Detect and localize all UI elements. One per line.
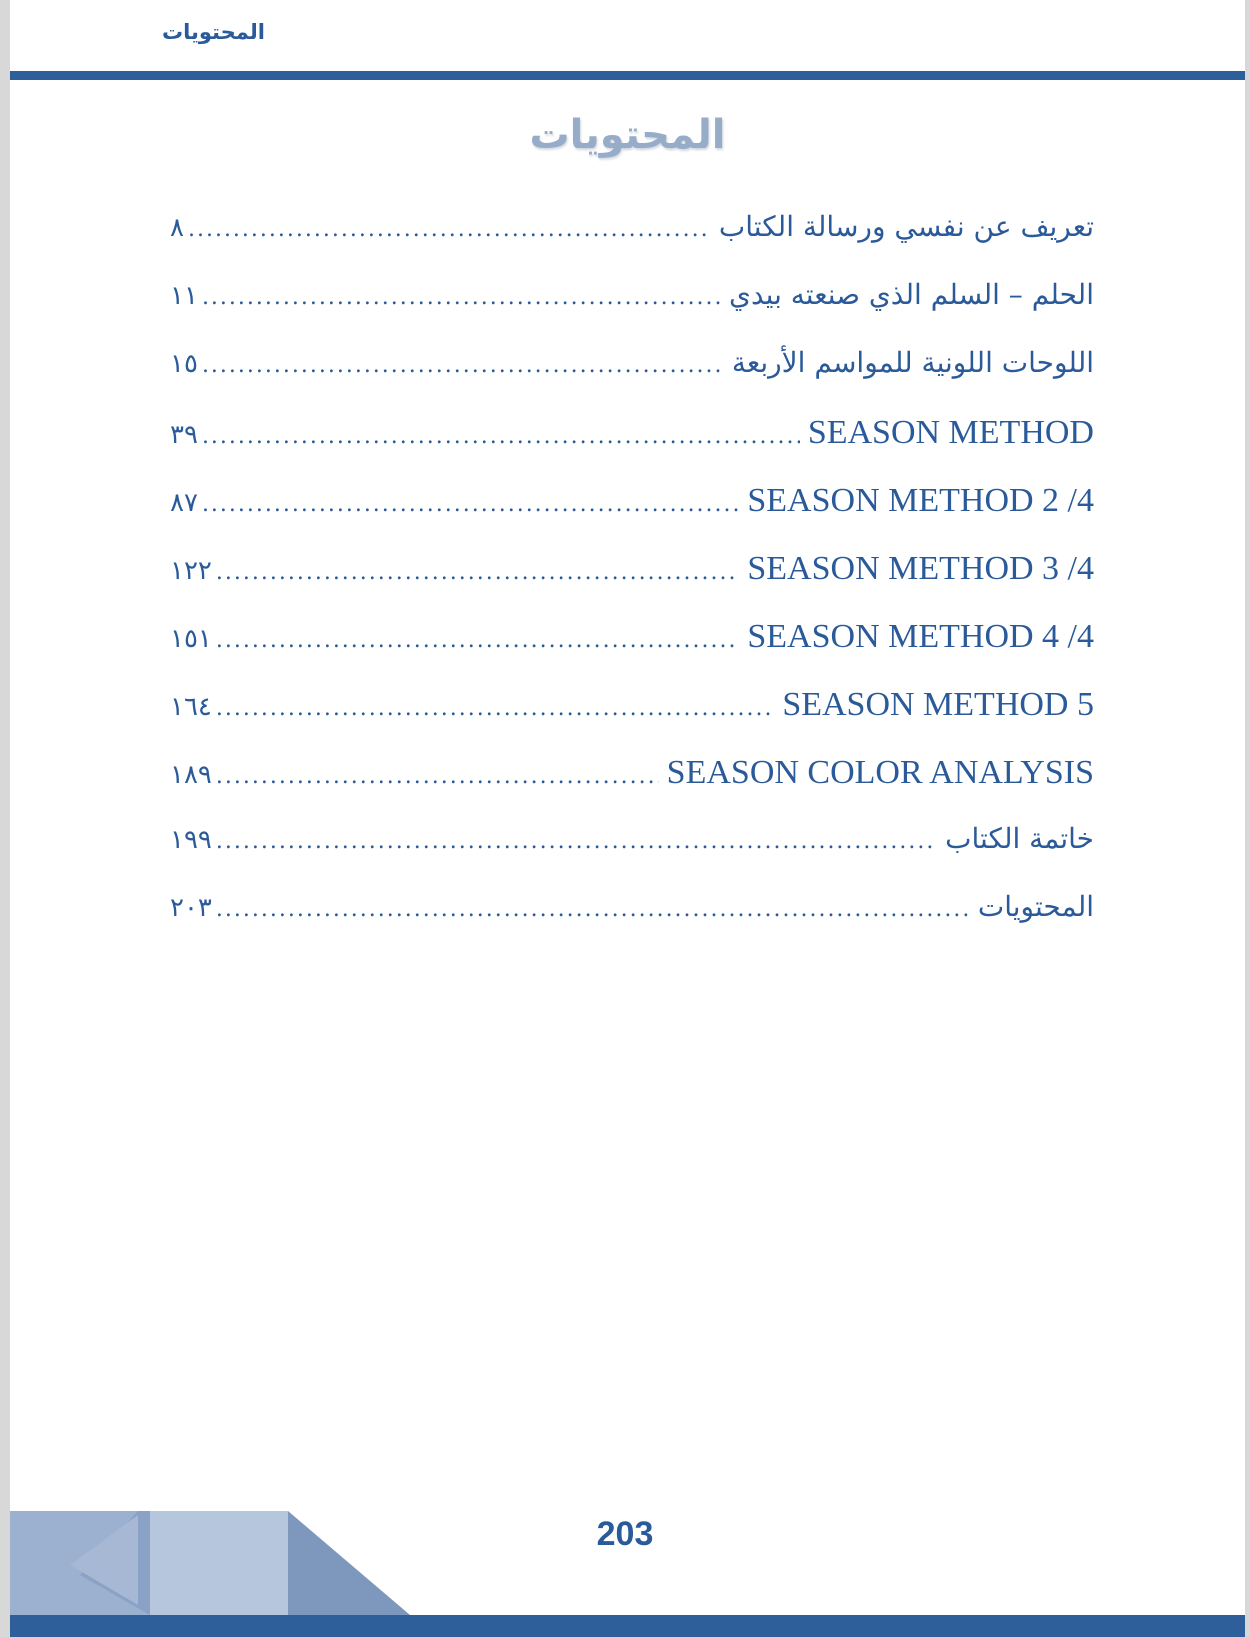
dot-leader bbox=[216, 628, 739, 653]
toc-page-number: ٨٧ bbox=[170, 488, 198, 518]
dot-leader bbox=[216, 560, 739, 585]
dot-leader bbox=[216, 764, 659, 789]
dot-leader bbox=[216, 829, 937, 854]
dot-leader bbox=[216, 897, 970, 922]
toc-entry-title: تعريف عن نفسي ورسالة الكتاب bbox=[718, 210, 1094, 243]
table-of-contents bbox=[170, 210, 1094, 958]
toc-entry-title: خاتمة الكتاب bbox=[945, 822, 1094, 855]
toc-page-number: ١٨٩ bbox=[170, 760, 212, 790]
toc-entry-title: SEASON METHOD 3 /4 bbox=[747, 550, 1094, 587]
toc-page-number: ٨ bbox=[170, 213, 184, 243]
toc-entry-title: المحتويات bbox=[977, 890, 1094, 923]
toc-page-number: ١٥ bbox=[170, 349, 198, 379]
toc-entry-title: SEASON METHOD 5 bbox=[782, 686, 1094, 723]
dot-leader bbox=[202, 285, 721, 310]
toc-entry-title: SEASON METHOD 4 /4 bbox=[747, 618, 1094, 655]
footer-bar bbox=[10, 1615, 1245, 1637]
dot-leader bbox=[188, 217, 711, 242]
toc-page-number: ١١ bbox=[170, 281, 198, 311]
dot-leader bbox=[202, 353, 724, 378]
dot-leader bbox=[202, 492, 739, 517]
toc-page-number: ٢٠٣ bbox=[170, 893, 212, 923]
toc-page-number: ١٩٩ bbox=[170, 825, 212, 855]
dot-leader bbox=[216, 696, 774, 721]
dot-leader bbox=[202, 424, 800, 449]
toc-entry[interactable] bbox=[170, 550, 1094, 618]
toc-entry[interactable] bbox=[170, 414, 1094, 482]
toc-entry-title: SEASON METHOD bbox=[807, 414, 1094, 451]
running-header: المحتويات bbox=[162, 20, 265, 44]
toc-entry-title: الحلم – السلم الذي صنعته بيدي bbox=[729, 278, 1094, 311]
toc-entry-title: SEASON METHOD 2 /4 bbox=[747, 482, 1094, 519]
header-rule bbox=[10, 71, 1245, 80]
document-page bbox=[10, 0, 1245, 1637]
toc-entry[interactable] bbox=[170, 618, 1094, 686]
page-number: 203 bbox=[596, 1515, 654, 1553]
toc-entry[interactable] bbox=[170, 754, 1094, 822]
toc-entry[interactable] bbox=[170, 822, 1094, 890]
toc-entry-title: اللوحات اللونية للمواسم الأربعة bbox=[731, 346, 1094, 379]
page-title: المحتويات bbox=[529, 112, 726, 158]
toc-entry-title: SEASON COLOR ANALYSIS bbox=[666, 754, 1094, 791]
toc-entry[interactable] bbox=[170, 890, 1094, 958]
toc-entry[interactable] bbox=[170, 482, 1094, 550]
toc-entry[interactable] bbox=[170, 346, 1094, 414]
toc-page-number: ١٥١ bbox=[170, 624, 212, 654]
toc-entry[interactable] bbox=[170, 686, 1094, 754]
toc-page-number: ٣٩ bbox=[170, 420, 198, 450]
toc-entry[interactable] bbox=[170, 210, 1094, 278]
toc-entry[interactable] bbox=[170, 278, 1094, 346]
toc-page-number: ١٢٢ bbox=[170, 556, 212, 586]
toc-page-number: ١٦٤ bbox=[170, 692, 212, 722]
